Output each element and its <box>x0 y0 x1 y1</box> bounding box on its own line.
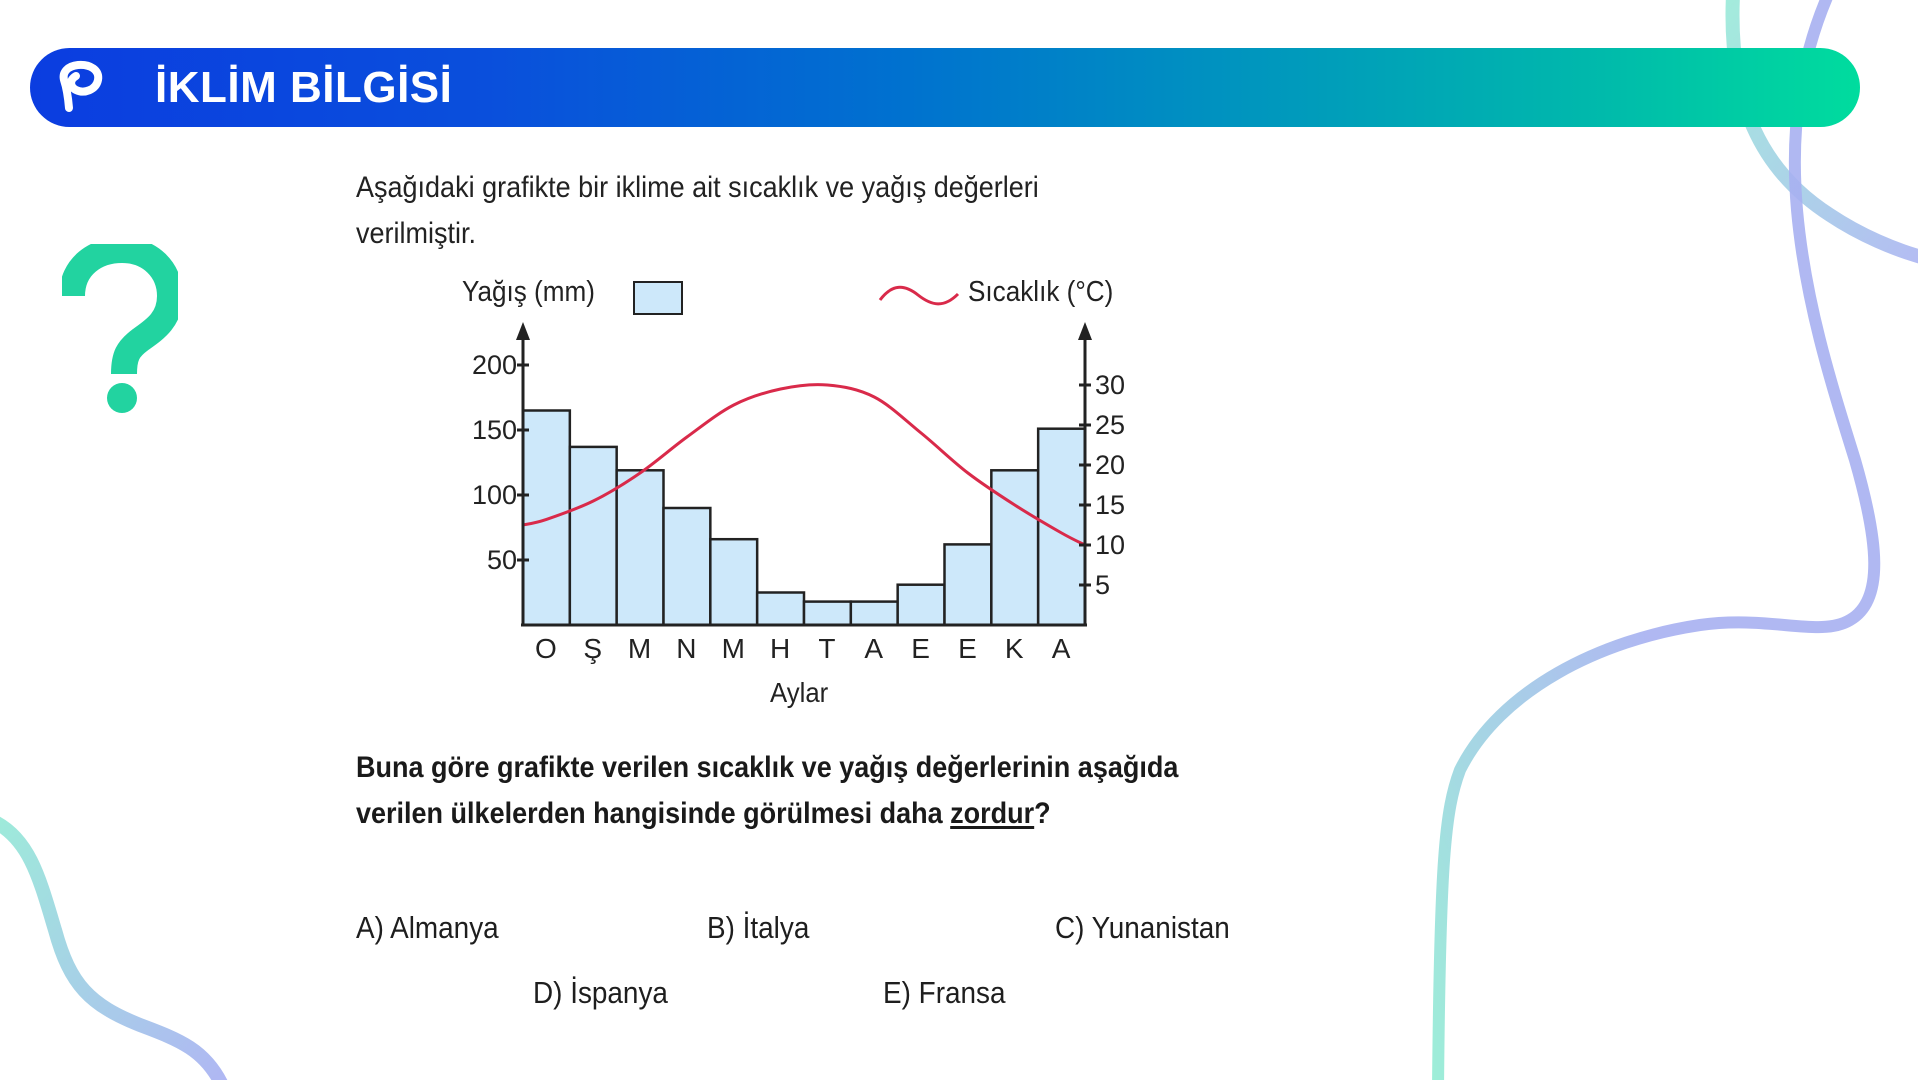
question-end: ? <box>1034 797 1051 830</box>
month-label: N <box>676 633 698 664</box>
option-d[interactable]: D) İspanya <box>533 975 668 1010</box>
right-tick-label: 25 <box>1095 410 1126 440</box>
page-title: İKLİM BİLGİSİ <box>155 63 453 112</box>
right-tick-label: 15 <box>1095 490 1126 520</box>
option-b[interactable]: B) İtalya <box>707 910 810 945</box>
precip-bar <box>945 544 992 625</box>
month-label: K <box>1004 633 1025 664</box>
precip-bar <box>710 539 757 625</box>
month-label: H <box>769 633 792 664</box>
month-label: Ş <box>583 633 604 664</box>
precip-bar <box>804 602 851 625</box>
intro-text: Aşağıdaki grafikte bir iklime ait sıcaklık ve yağış değerleri verilmiştir. <box>356 171 1039 250</box>
question-emphasis: zordur <box>950 797 1035 830</box>
question-body: Buna göre grafikte verilen sıcaklık ve yağış değerlerinin aşağıda verilen ülkelerden hangisinde görülmesi daha <box>356 751 1179 830</box>
precip-bar <box>1038 429 1085 625</box>
month-label: T <box>818 633 837 664</box>
month-label: M <box>627 633 653 664</box>
option-a[interactable]: A) Almanya <box>356 910 499 945</box>
right-tick-label: 5 <box>1095 570 1111 600</box>
precip-bar <box>523 411 570 626</box>
x-axis-title: Aylar <box>770 677 829 708</box>
right-tick-label: 30 <box>1095 370 1126 400</box>
option-c[interactable]: C) Yunanistan <box>1055 910 1230 945</box>
question-text <box>356 745 1220 837</box>
precip-bar <box>617 470 664 625</box>
precip-bar <box>851 602 898 625</box>
left-tick-label: 50 <box>486 545 517 575</box>
month-label: A <box>1051 633 1072 664</box>
precip-bars <box>523 411 1085 626</box>
option-e[interactable]: E) Fransa <box>883 975 1006 1010</box>
precip-bar <box>664 508 711 625</box>
legend-precip-label: Yağış (mm) <box>462 276 595 308</box>
legend-temp-label: Sıcaklık (°C) <box>968 276 1114 308</box>
month-label: E <box>958 633 978 664</box>
left-tick-label: 100 <box>471 480 517 510</box>
precip-bar <box>898 585 945 625</box>
right-tick-label: 20 <box>1095 450 1126 480</box>
precip-bar <box>570 447 617 625</box>
month-label: E <box>911 633 931 664</box>
precip-bar <box>757 593 804 626</box>
right-axis-arrow <box>1078 322 1092 340</box>
left-tick-label: 150 <box>471 415 517 445</box>
right-tick-label: 10 <box>1095 530 1126 560</box>
month-label: O <box>535 633 558 664</box>
left-tick-label: 200 <box>471 350 517 380</box>
left-axis-arrow <box>516 322 530 340</box>
month-label: M <box>721 633 746 664</box>
month-label: A <box>864 633 885 664</box>
